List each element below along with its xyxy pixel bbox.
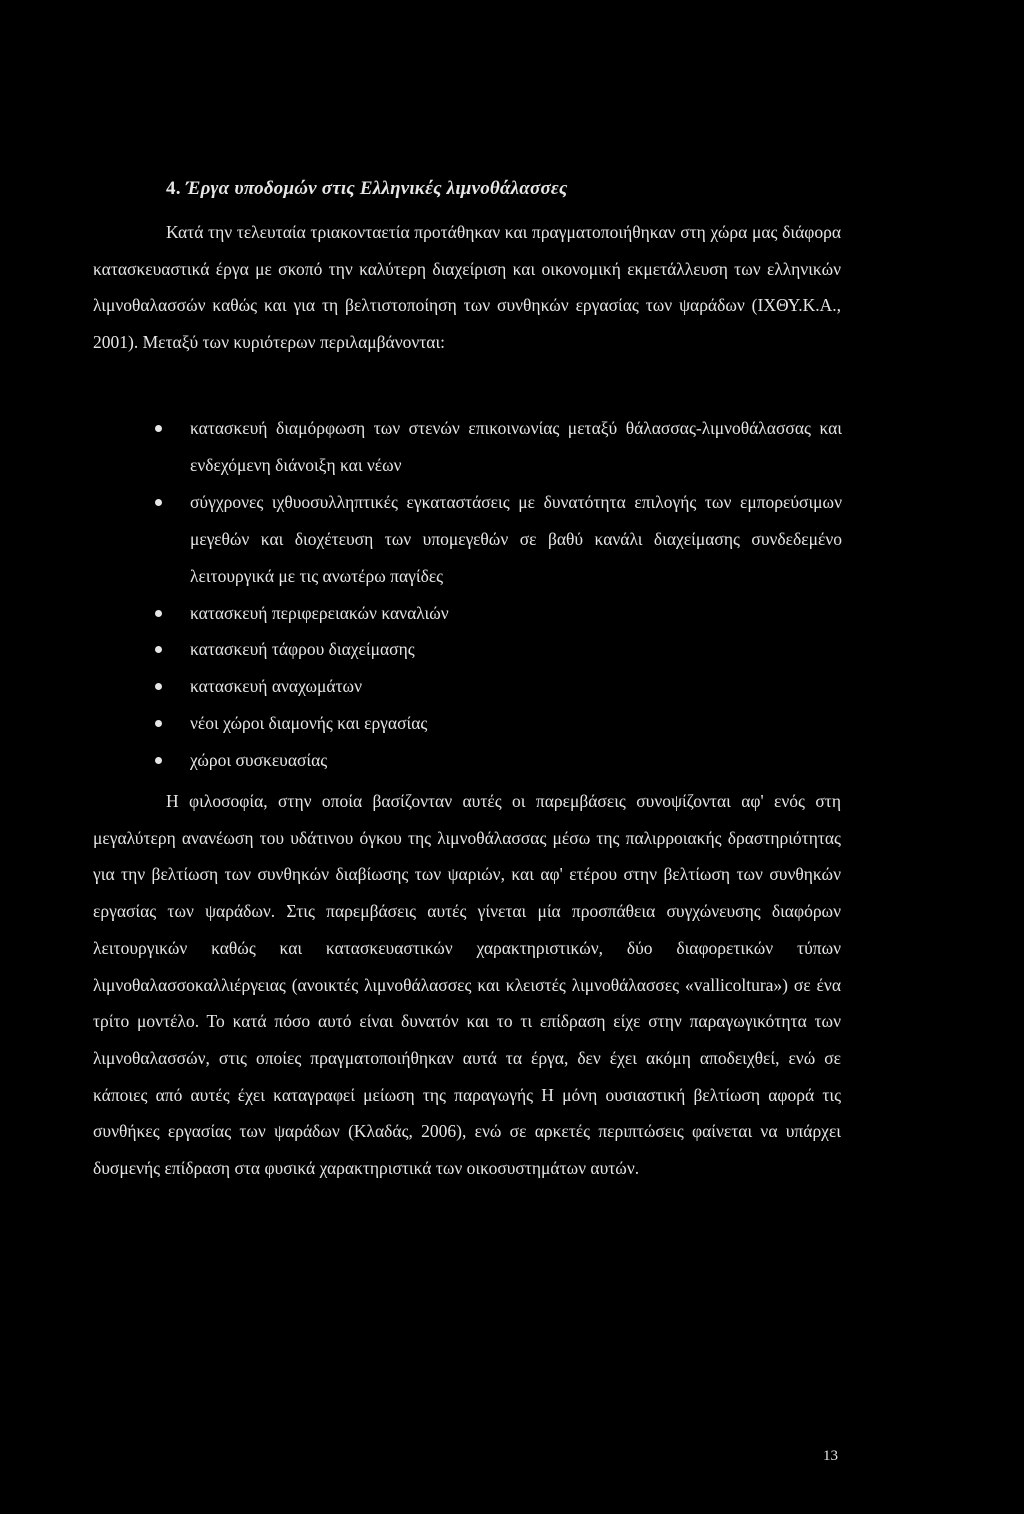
list-item: κατασκευή αναχωμάτων: [150, 668, 842, 705]
list-item: χώροι συσκευασίας: [150, 742, 842, 779]
infrastructure-list: [150, 410, 842, 779]
list-item: κατασκευή διαμόρφωση των στενών επικοινωνίας μεταξύ θάλασσας-λιμνοθάλασσας και ενδεχόμενη διάνοιξη και νέων: [150, 410, 842, 484]
section-title: Έργα υποδομών στις Ελληνικές λιμνοθάλασσες: [185, 178, 568, 199]
bullet-icon: [155, 499, 162, 506]
page-number: 13: [823, 1448, 838, 1464]
body-paragraph: Η φιλοσοφία, στην οποία βασίζονταν αυτές οι παρεμβάσεις συνοψίζονται αφ' ενός στη μεγαλύτερη ανανέωση του υδάτινου όγκου της λιμνοθάλασσας μέσω της παλιρροιακής δραστηριότητας για την βελτίωση των συνθηκών διαβίωσης των ψαριών, και αφ' ετέρου στην βελτίωση των συνθηκών εργασίας των ψαράδων. Στις παρεμβάσεις αυτές γίνεται μία προσπάθεια συγχώνευσης διαφόρων λειτουργικών καθώς και κατασκευαστικών χαρακτηριστικών, δύο διαφορετικών τύπων λιμνοθαλασσοκαλλιέργειας (ανοικτές λιμνοθάλασσες και κλειστές λιμνοθάλασσες «vallicoltura») σε ένα τρίτο μοντέλο. Το κατά πόσο αυτό είναι δυνατόν και το τι επίδραση είχε στην παραγωγικότητα των λιμνοθαλασσών, στις οποίες πραγματοποιήθηκαν αυτά τα έργα, δεν έχει ακόμη αποδειχθεί, ενώ σε κάποιες από αυτές έχει καταγραφεί μείωση της παραγωγής Η μόνη ουσιαστική βελτίωση αφορά τις συνθήκες εργασίας των ψαράδων (Κλαδάς, 2006), ενώ σε αρκετές περιπτώσεις φαίνεται να υπάρχει δυσμενής επίδραση στα φυσικά χαρακτηριστικά των οικοσυστημάτων αυτών.: [93, 791, 841, 1179]
bullet-icon: [155, 683, 162, 690]
section-number: 4.: [166, 178, 181, 199]
bullet-icon: [155, 757, 162, 764]
bullet-icon: [155, 610, 162, 617]
section-heading: [166, 178, 568, 200]
list-item: νέοι χώροι διαμονής και εργασίας: [150, 705, 842, 742]
bullet-icon: [155, 646, 162, 653]
bullet-icon: [155, 720, 162, 727]
list-item: κατασκευή περιφερειακών καναλιών: [150, 595, 842, 632]
list-item: κατασκευή τάφρου διαχείμασης: [150, 631, 842, 668]
bullet-icon: [155, 425, 162, 432]
intro-paragraph: Κατά την τελευταία τριακονταετία προτάθηκαν και πραγματοποιήθηκαν στη χώρα μας διάφορα κατασκευαστικά έργα με σκοπό την καλύτερη διαχείριση και οικονομική εκμετάλλευση των ελληνικών λιμνοθαλασσών καθώς και για τη βελτιστοποίηση των συνθηκών εργασίας των ψαράδων (ΙΧΘΥ.Κ.Α., 2001). Μεταξύ των κυριότερων περιλαμβάνονται:: [93, 222, 841, 353]
list-item: σύγχρονες ιχθυοσυλληπτικές εγκαταστάσεις με δυνατότητα επιλογής των εμπορεύσιμων μεγεθών και διοχέτευση των υπομεγεθών σε βαθύ κανάλι διαχείμασης συνδεδεμένο λειτουργικά με τις ανωτέρω παγίδες: [150, 484, 842, 595]
